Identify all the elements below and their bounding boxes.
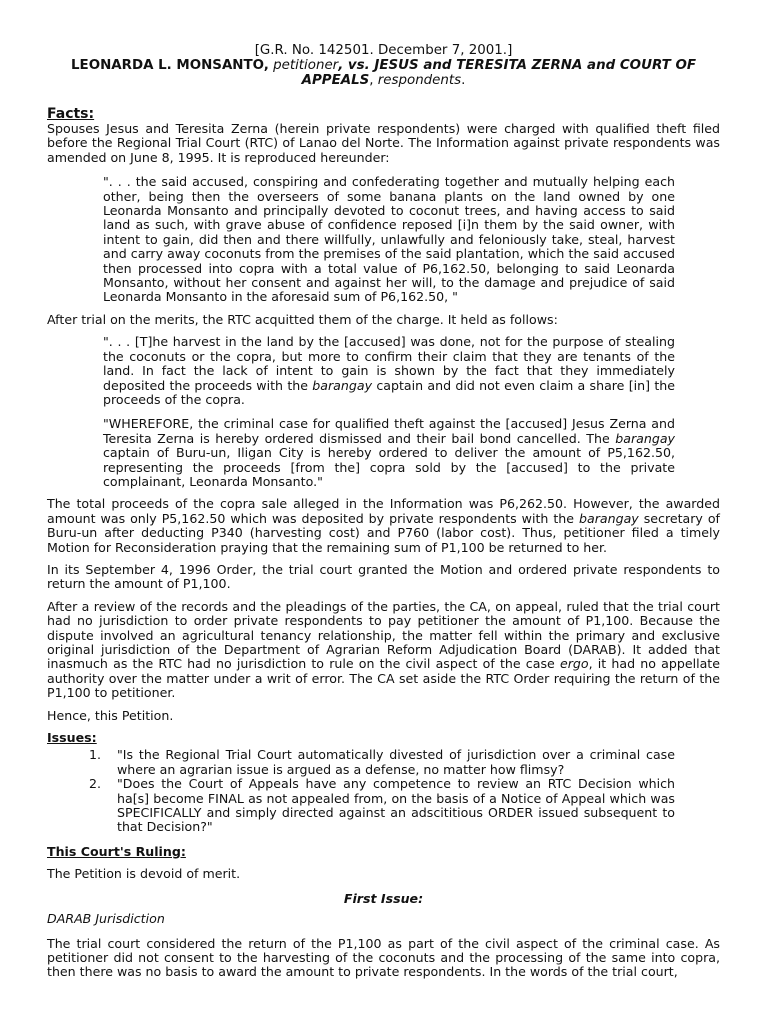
darab-subheading: DARAB Jurisdiction [47, 911, 165, 927]
issue-item-2: 2. "Does the Court of Appeals have any competence to review an RTC Decision which ha[s] become FINAL as not appealed from, on the basis of a Notice of Appeal which was SPECIFICALLY and simply directed against an adscititious ORDER issued subsequent to that Decision?" [105, 777, 675, 835]
facts-paragraph-6: Hence, this Petition. [47, 707, 174, 723]
first-issue-heading: First Issue: [343, 890, 424, 906]
versus-respondents: , vs. JESUS and TERESITA ZERNA and COURT OF APPEALS [301, 58, 696, 88]
title-period: . [461, 73, 466, 88]
facts-paragraph-2: After trial on the merits, the RTC acquitted them of the charge. It held as follows: [47, 311, 558, 327]
ruling-paragraph-2: The trial court considered the return of the P1,100 as part of the civil aspect of the criminal case. As petitioner did not consent to the harvesting of the coconuts and the processing of the same into copra, then there was no basis to award the amount to private respondents. In the words of the trial court, [47, 935, 720, 980]
facts-paragraph-4: In its September 4, 1996 Order, the trial court granted the Motion and ordered private respondents to return the amount of P1,100. [47, 561, 720, 592]
rtc-quote-2 [103, 417, 675, 489]
facts-paragraph-5 [47, 600, 720, 701]
rtc-quote-2-text-a: "WHEREFORE, the criminal case for qualified theft against the [accused] Jesus Zerna and Teresita Zerna is hereby ordered dismissed and their bail bond cancelled. The [103, 416, 675, 446]
facts-paragraph-3-barangay: barangay [578, 510, 639, 526]
facts-paragraph-3-text-b: secretary of Buru-un after deducting P340 (harvesting cost) and P760 (labor cost). Thus, petitioner filed a timely Motion for Reconsideration praying that the remaining sum of P1,100 be returned to her. [47, 510, 720, 555]
facts-paragraph-5-ergo: ergo [559, 656, 589, 672]
rtc-quote-2-text-b: captain of Buru-un, Iligan City is hereby ordered to deliver the amount of P5,162.50, representing the proceeds [from the] copra sold by the [accused] to the private complainant, Leonarda Monsanto." [103, 445, 675, 489]
rtc-quote-1 [103, 335, 675, 407]
respondent-separator: , [369, 73, 378, 88]
rtc-quote-1-barangay: barangay [312, 377, 373, 393]
respondent-role: respondents [377, 73, 462, 88]
rtc-quote-1-text-b: captain and did not even claim a share [in] the proceeds of the copra. [103, 377, 675, 407]
information-quote: ". . . the said accused, conspiring and confederating together and mutually helping each other, being then the overseers of some banana plants on the land owned by one Leonarda Monsanto and principally devoted to coconut trees, and having access to said land as such, with grave abuse of confidence reposed [i]n them by the said owner, with intent to gain, did then and there willfully, unlawfully and feloniously take, steal, harvest and carry away coconuts from the premises of the said plantation, which the said accused then processed into copra with a total value of P6,162.50, belonging to said Leonarda Monsanto, without her consent and against her will, to the damage and prejudice of said Leonarda Monsanto in the aforesaid sum of P6,162.50, " [103, 174, 675, 305]
facts-paragraph-5-text-a: After a review of the records and the pleadings of the parties, the CA, on appeal, ruled that the trial court had no jurisdiction to order private respondents to pay petitioner the amount of P1,100. Because the dispute involved an agricultural tenancy relationship, the matter fell within the primary and exclusive original jurisdiction of the Department of Agrarian Reform Adjudication Board (DARAB). It added that inasmuch as the RTC had no jurisdiction to rule on the civil aspect of the case [47, 598, 720, 672]
ruling-heading: This Court's Ruling: [47, 843, 186, 859]
issues-heading: Issues: [47, 730, 97, 746]
case-number: [G.R. No. 142501. December 7, 2001.] [254, 43, 513, 58]
facts-paragraph-1: Spouses Jesus and Teresita Zerna (herein private respondents) were charged with qualified theft filed before the Regional Trial Court (RTC) of Lanao del Norte. The Information against private respondents was amended on June 8, 1995. It is reproduced hereunder: [47, 121, 720, 165]
facts-heading: Facts: [47, 106, 95, 122]
petitioner-name: LEONARDA L. MONSANTO, [71, 58, 269, 73]
rtc-quote-1-text-a: ". . . [T]he harvest in the land by the [accused] was done, not for the purpose of stealing the coconuts or the copra, but more to confirm their claim that they are tenants of the land. In fact the lack of intent to gain is shown by the fact that they immediately deposited the proceeds with the [103, 334, 675, 393]
facts-paragraph-3-text-a: The total proceeds of the copra sale alleged in the Information was P6,262.50. However, the awarded amount was only P5,162.50 which was deposited by private respondents with the [47, 496, 720, 526]
case-title [47, 58, 720, 88]
facts-paragraph-5-text-b: , it had no appellate authority over the matter under a writ of error. The CA set aside the RTC Order requiring the return of the P1,100 to petitioner. [47, 656, 720, 701]
facts-paragraph-3 [47, 497, 720, 555]
issue-item-1: 1. "Is the Regional Trial Court automatically divested of jurisdiction over a criminal case where an agrarian issue is argued as a defense, no matter how flimsy? [105, 748, 675, 777]
issues-list [47, 748, 675, 834]
petitioner-role: petitioner [268, 58, 339, 73]
ruling-paragraph-1: The Petition is devoid of merit. [47, 866, 241, 882]
rtc-quote-2-barangay: barangay [615, 430, 675, 446]
